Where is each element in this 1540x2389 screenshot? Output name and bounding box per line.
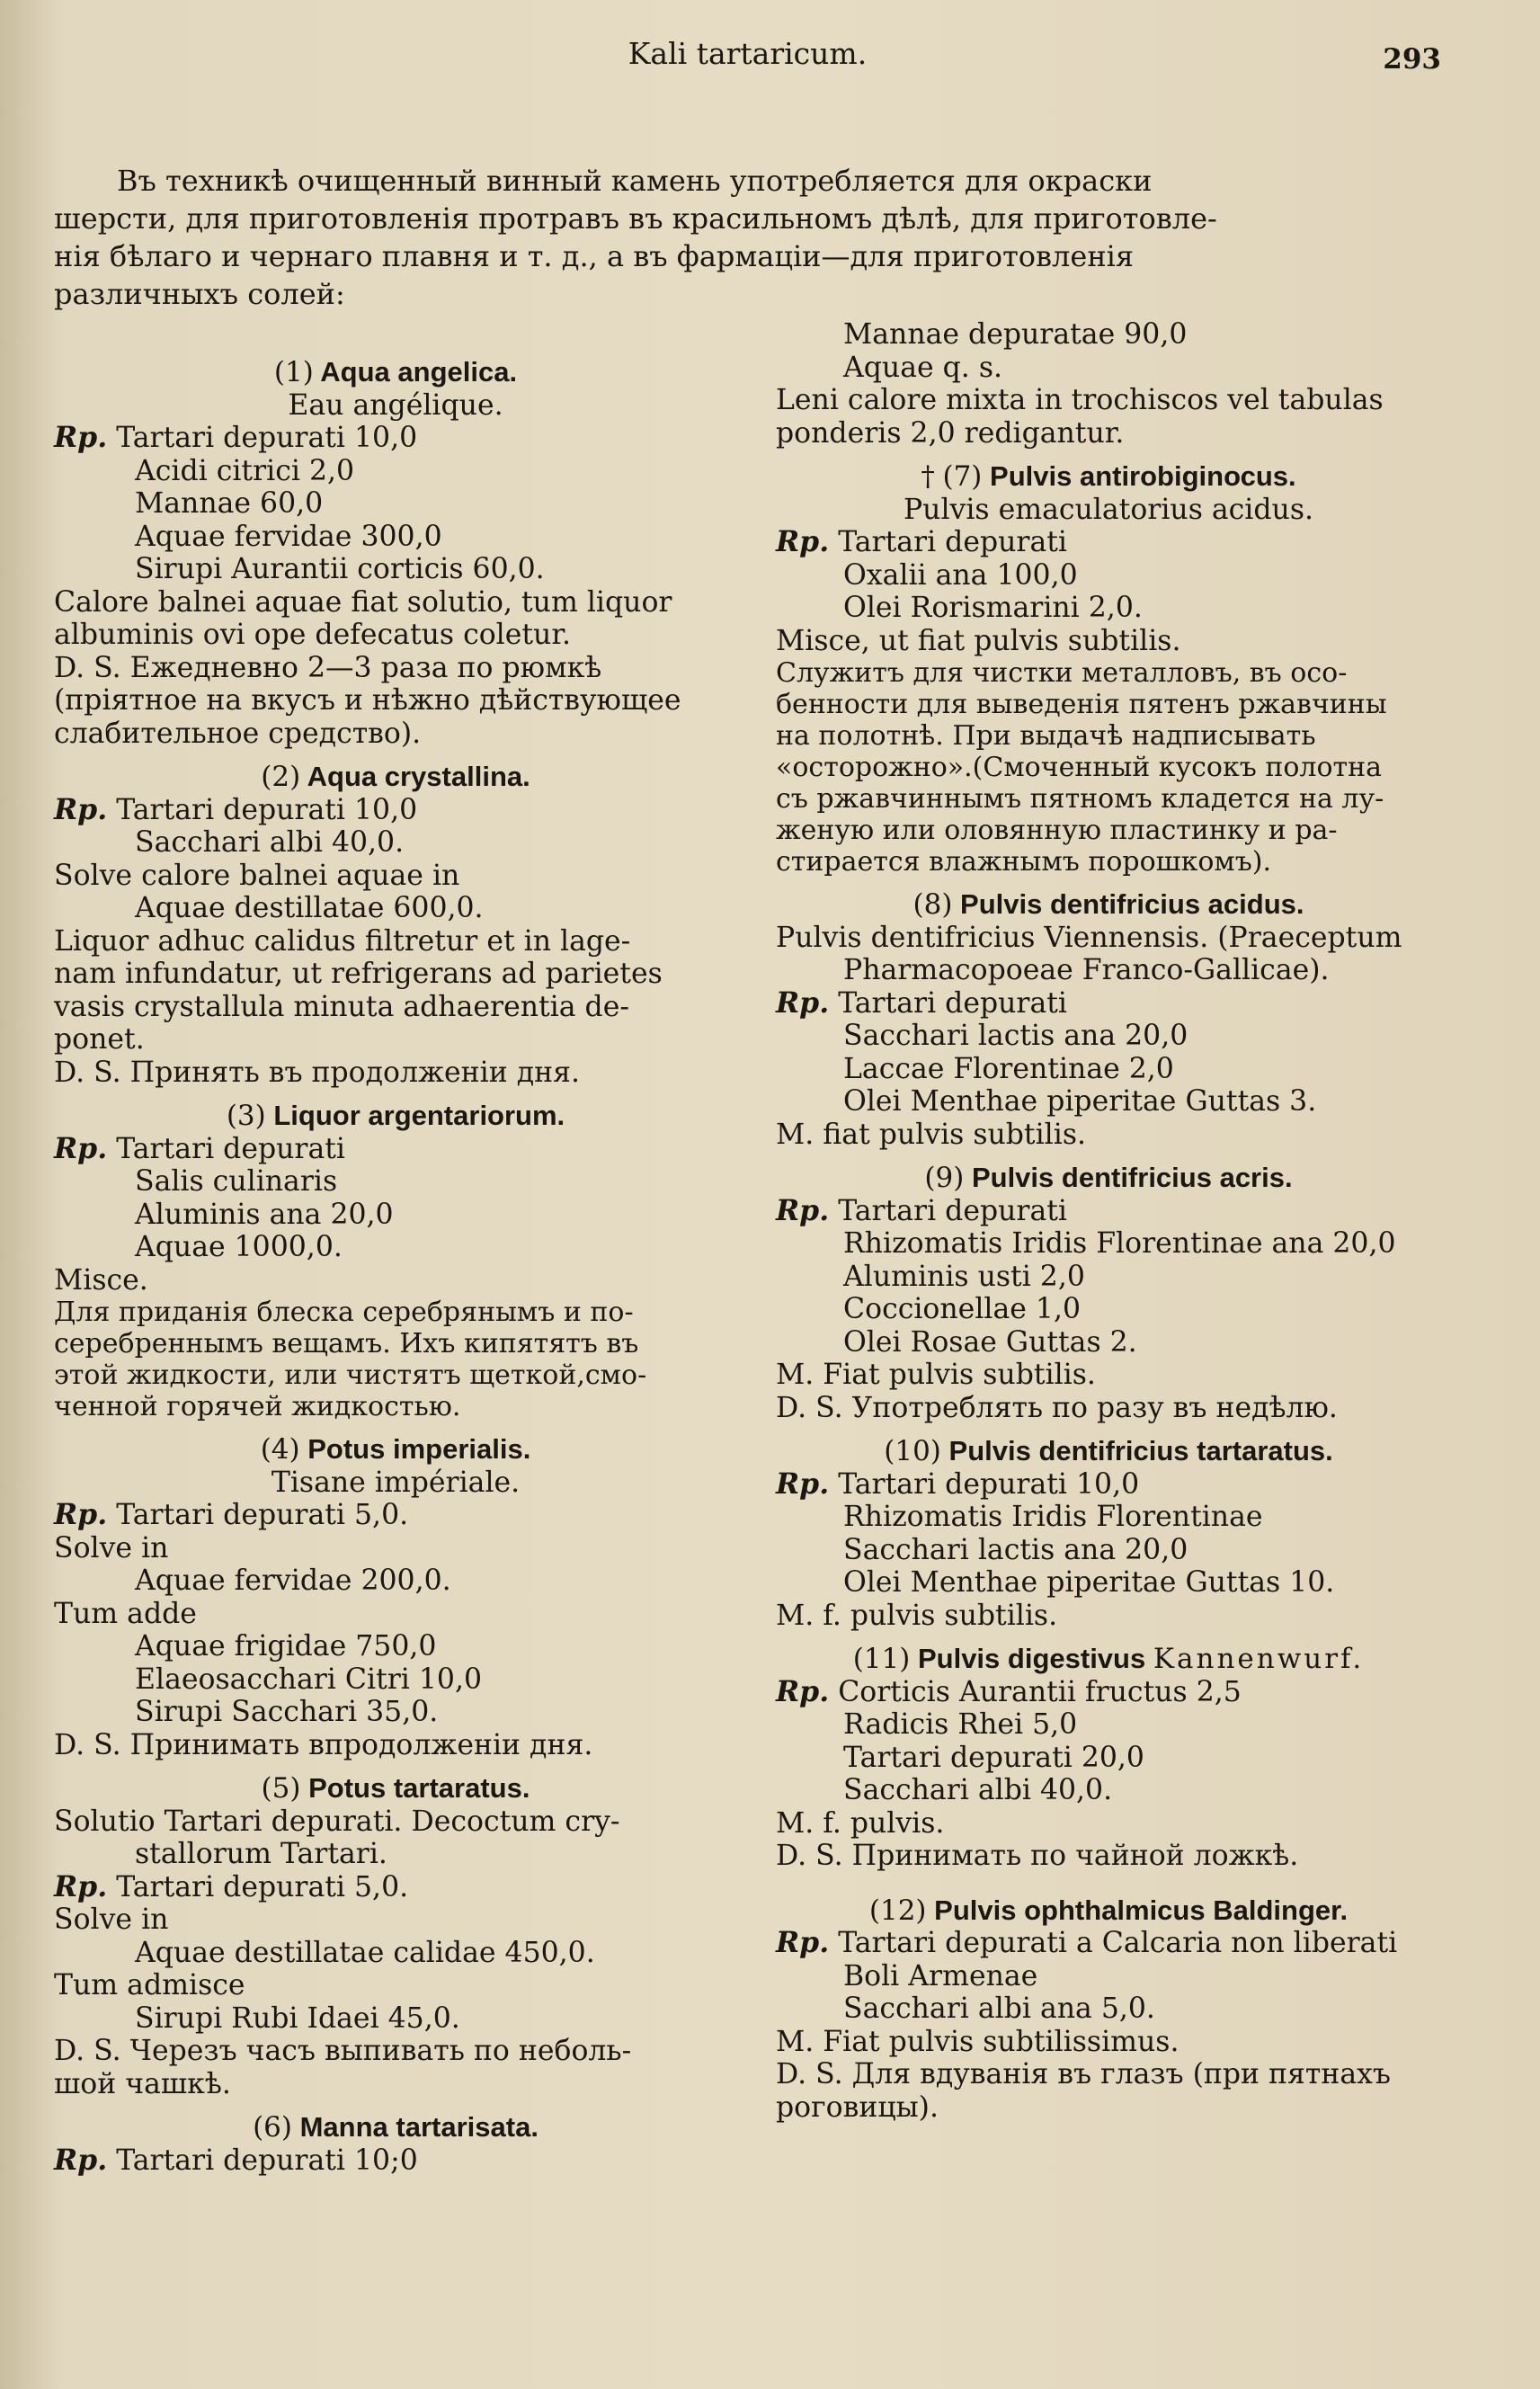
recipe-text: Leni calore mixta in trochiscos vel tabulas xyxy=(776,384,1384,416)
recipe-subtitle: Pharmacopoeae Franco-Gallicae). xyxy=(843,954,1330,986)
recipe-subtitle: Solutio Tartari depurati. Decoctum cry- xyxy=(54,1805,620,1838)
recipe-heading: (12) Pulvis ophthalmicus Baldinger. xyxy=(868,1894,1349,1927)
ingredient: Tartari depurati 5,0. xyxy=(116,1870,409,1903)
ingredient: Tartari depurati xyxy=(116,1132,346,1165)
recipe-text: D. S. Принимать впродолженіи дня. xyxy=(54,1728,593,1761)
recipe-text: ponet. xyxy=(54,1023,145,1056)
running-title: Kali tartaricum. xyxy=(628,36,868,71)
recipe-text: D. S. Употреблять по разу въ недѣлю. xyxy=(776,1391,1338,1424)
recipe-text: стирается влажнымъ порошкомъ). xyxy=(776,846,1272,878)
recipe-text: женую или оловянную пластинку и ра- xyxy=(776,815,1338,846)
recipe-text: (пріятное на вкусъ и нѣжно дѣйствующее xyxy=(54,684,681,717)
rp-mark: Rp. xyxy=(776,1466,830,1501)
ingredient: Elaeosacchari Citri 10,0 xyxy=(135,1662,483,1696)
ingredient: Tartari depurati 10;0 xyxy=(116,2144,418,2177)
rp-mark: Rp. xyxy=(776,1674,830,1708)
ingredient: Tartari depurati 10,0 xyxy=(838,1467,1140,1501)
rp-mark: Rp. xyxy=(776,1193,830,1227)
intro-line: нія бѣлаго и чернаго плавня и т. д., а въ фармаціи—для приготовленія xyxy=(54,239,1135,273)
rp-mark: Rp. xyxy=(54,1498,108,1531)
left-column xyxy=(54,345,737,2177)
recipe-text: съ ржавчиннымъ пятномъ кладется на лу- xyxy=(776,783,1384,815)
recipe-text: Tum adde xyxy=(54,1597,197,1630)
ingredient: Sirupi Aurantii corticis 60,0. xyxy=(135,553,545,585)
recipe-subtitle: Pulvis emaculatorius acidus. xyxy=(903,493,1314,526)
dagger-mark: † xyxy=(921,460,935,493)
ingredient: Aquae fervidae 200,0. xyxy=(135,1564,451,1597)
ingredient: Sacchari lactis ana 20,0 xyxy=(843,1533,1188,1566)
recipe-text: Служитъ для чистки металловъ, въ осо- xyxy=(776,657,1348,689)
recipe-text: D. S. Принимать по чайной ложкѣ. xyxy=(776,1840,1299,1872)
recipe-text: Calore balnei aquae fiat solutio, tum liquor xyxy=(54,585,672,619)
recipe-subtitle: Tisane impériale. xyxy=(271,1466,521,1499)
recipe-text: M. f. pulvis subtilis. xyxy=(776,1599,1058,1632)
recipe-text: Для приданія блеска серебрянымъ и по- xyxy=(54,1297,634,1328)
rp-mark: Rp. xyxy=(54,2143,108,2177)
ingredient: Sacchari albi ana 5,0. xyxy=(843,1992,1155,2025)
rp-mark: Rp. xyxy=(54,792,108,826)
ingredient: Tartari depurati 10,0 xyxy=(116,793,418,826)
recipe-heading: (8) Pulvis dentifricius acidus. xyxy=(912,888,1304,921)
ingredient: Tartari depurati xyxy=(838,1194,1068,1227)
recipe-heading: (5) Potus tartaratus. xyxy=(261,1772,530,1805)
recipe-text: D. S. Ежедневно 2—3 раза по рюмкѣ xyxy=(54,651,602,684)
recipe-text: шой чашкѣ. xyxy=(54,2067,231,2100)
recipe-subtitle: Eau angélique. xyxy=(288,388,503,422)
ingredient: Aquae fervidae 300,0 xyxy=(135,520,442,553)
ingredient: Oxalii ana 100,0 xyxy=(843,558,1078,592)
ingredient: Sacchari albi 40,0. xyxy=(135,826,405,859)
recipe-text: слабительное средство). xyxy=(54,717,422,750)
recipe-text: серебреннымъ вещамъ. Ихъ кипятятъ въ xyxy=(54,1328,639,1359)
ingredient: Tartari depurati 20,0 xyxy=(843,1741,1144,1774)
ingredient: Aluminis ana 20,0 xyxy=(135,1198,394,1231)
recipe-text: vasis crystallula minuta adhaerentia de- xyxy=(54,990,629,1023)
ingredient: Aquae destillatae 600,0. xyxy=(135,892,484,924)
two-column-body xyxy=(54,318,1441,2177)
ingredient: Tartari depurati 5,0. xyxy=(116,1499,409,1531)
ingredient: Boli Armenae xyxy=(843,1959,1038,1992)
ingredient: Corticis Aurantii fructus 2,5 xyxy=(838,1675,1242,1708)
recipe-text: «осторожно».(Смоченный кусокъ полотна xyxy=(776,752,1383,783)
ingredient: Aquae frigidae 750,0 xyxy=(135,1630,437,1662)
recipe-heading: (6) Manna tartarisata. xyxy=(253,2111,539,2144)
recipe-text: ченной горячей жидкостью. xyxy=(54,1391,461,1422)
recipe-text: Misce, ut fiat pulvis subtilis. xyxy=(776,624,1181,657)
intro-line: различныхъ солей: xyxy=(54,277,345,311)
ingredient: Acidi citrici 2,0 xyxy=(135,454,355,487)
recipe-text: M. Fiat pulvis subtilissimus. xyxy=(776,2025,1179,2058)
recipe-text: D. S. Принять въ продолженіи дня. xyxy=(54,1056,580,1089)
recipe-text: nam infundatur, ut refrigerans ad parietes xyxy=(54,958,663,990)
ingredient: Salis culinaris xyxy=(135,1165,338,1198)
recipe-text: Liquor adhuc calidus filtretur et in lage- xyxy=(54,924,631,958)
recipe-text: Solve calore balnei aquae in xyxy=(54,859,460,892)
ingredient: Tartari depurati xyxy=(838,526,1068,558)
recipe-heading: (4) Potus imperialis. xyxy=(260,1433,531,1466)
ingredient: Mannae depuratae 90,0 xyxy=(843,318,1188,351)
recipe-heading: † (7) Pulvis antirobiginосus. xyxy=(921,460,1296,493)
recipe-text: D. S. Для вдуванія въ глазъ (при пятнахъ xyxy=(776,2058,1391,2090)
recipe-text: на полотнѣ. При выдачѣ надписывать xyxy=(776,720,1316,752)
ingredient: Aluminis usti 2,0 xyxy=(843,1260,1085,1293)
ingredient: Olei Rosae Guttas 2. xyxy=(843,1325,1137,1359)
ingredient: Sirupi Rubi Idaei 45,0. xyxy=(135,2001,460,2035)
page-number: 293 xyxy=(1383,43,1441,76)
ingredient: Tartari depurati 10,0 xyxy=(116,422,418,454)
ingredient: Tartari depurati xyxy=(838,986,1068,1020)
recipe-text: M. Fiat pulvis subtilis. xyxy=(776,1359,1096,1391)
rp-mark: Rp. xyxy=(776,525,830,558)
ingredient: Aquae q. s. xyxy=(843,351,1003,384)
ingredient: Sacchari albi 40,0. xyxy=(843,1774,1113,1806)
recipe-heading: (1) Aqua angelica. xyxy=(273,356,518,388)
ingredient: Aquae destillatae calidae 450,0. xyxy=(135,1936,595,1969)
rp-mark: Rp. xyxy=(776,1926,830,1959)
ingredient: Aquae 1000,0. xyxy=(135,1231,343,1263)
recipe-heading: (9) Pulvis dentifricius acris. xyxy=(924,1162,1293,1194)
recipe-text: ponderis 2,0 redigantur. xyxy=(776,416,1125,450)
recipe-heading: (3) Liquor argentariorum. xyxy=(226,1100,565,1132)
right-column xyxy=(776,318,1441,2177)
ingredient: Radicis Rhei 5,0 xyxy=(843,1708,1078,1741)
ingredient: Sirupi Sacchari 35,0. xyxy=(135,1696,439,1728)
intro-line: Въ техникѣ очищенный винный камень употребляется для окраски xyxy=(117,164,1153,198)
recipe-heading: (10) Pulvis dentifricius tartaratus. xyxy=(884,1435,1333,1467)
ingredient: Olei Menthae piperitae Guttas 3. xyxy=(843,1085,1317,1118)
ingredient: Olei Menthae piperitae Guttas 10. xyxy=(843,1566,1335,1599)
ingredient: Olei Rorismarini 2,0. xyxy=(843,592,1143,624)
rp-mark: Rp. xyxy=(776,985,830,1020)
recipe-text: Solve in xyxy=(54,1531,169,1564)
recipe-text: Misce. xyxy=(54,1263,148,1297)
recipe-text: M. f. pulvis. xyxy=(776,1806,945,1840)
recipe-text: Tum admisce xyxy=(54,1969,245,2001)
rp-mark: Rp. xyxy=(54,421,108,454)
recipe-subtitle: stallorum Tartari. xyxy=(135,1838,387,1870)
ingredient: Rhizomatis Iridis Florentinae ana 20,0 xyxy=(843,1227,1396,1260)
ingredient: Coccionellae 1,0 xyxy=(843,1293,1081,1325)
ingredient: Laccae Florentinae 2,0 xyxy=(843,1052,1174,1085)
recipe-text: этой жидкости, или чистятъ щеткой,смо- xyxy=(54,1359,647,1391)
ingredient: Tartari depurati a Calcaria non liberati xyxy=(838,1927,1398,1959)
recipe-text: бенности для выведенія пятенъ ржавчины xyxy=(776,689,1387,720)
rp-mark: Rp. xyxy=(54,1131,108,1165)
recipe-text: D. S. Черезъ часъ выпивать по неболь- xyxy=(54,2035,632,2067)
intro-paragraph xyxy=(54,162,1441,313)
ingredient: Sacchari lactis ana 20,0 xyxy=(843,1020,1188,1052)
intro-line: шерсти, для приготовленія протравъ въ красильномъ дѣлѣ, для приготовле- xyxy=(54,201,1217,236)
recipe-heading: (11) Pulvis digestivus Kannenwurf. xyxy=(852,1643,1365,1675)
recipe-text: albuminis ovi ope defecatus coletur. xyxy=(54,619,571,651)
recipe-text: Solve in xyxy=(54,1903,169,1936)
recipe-heading: (2) Aqua crystallina. xyxy=(261,761,530,793)
rp-mark: Rp. xyxy=(54,1869,108,1903)
recipe-text: M. fiat pulvis subtilis. xyxy=(776,1118,1086,1151)
running-head xyxy=(54,36,1441,90)
recipe-text: роговицы). xyxy=(776,2090,939,2124)
recipe-subtitle: Pulvis dentifricius Viennensis. (Praeceptum xyxy=(776,921,1402,954)
ingredient: Rhizomatis Iridis Florentinae xyxy=(843,1501,1263,1533)
ingredient: Mannae 60,0 xyxy=(135,487,324,520)
